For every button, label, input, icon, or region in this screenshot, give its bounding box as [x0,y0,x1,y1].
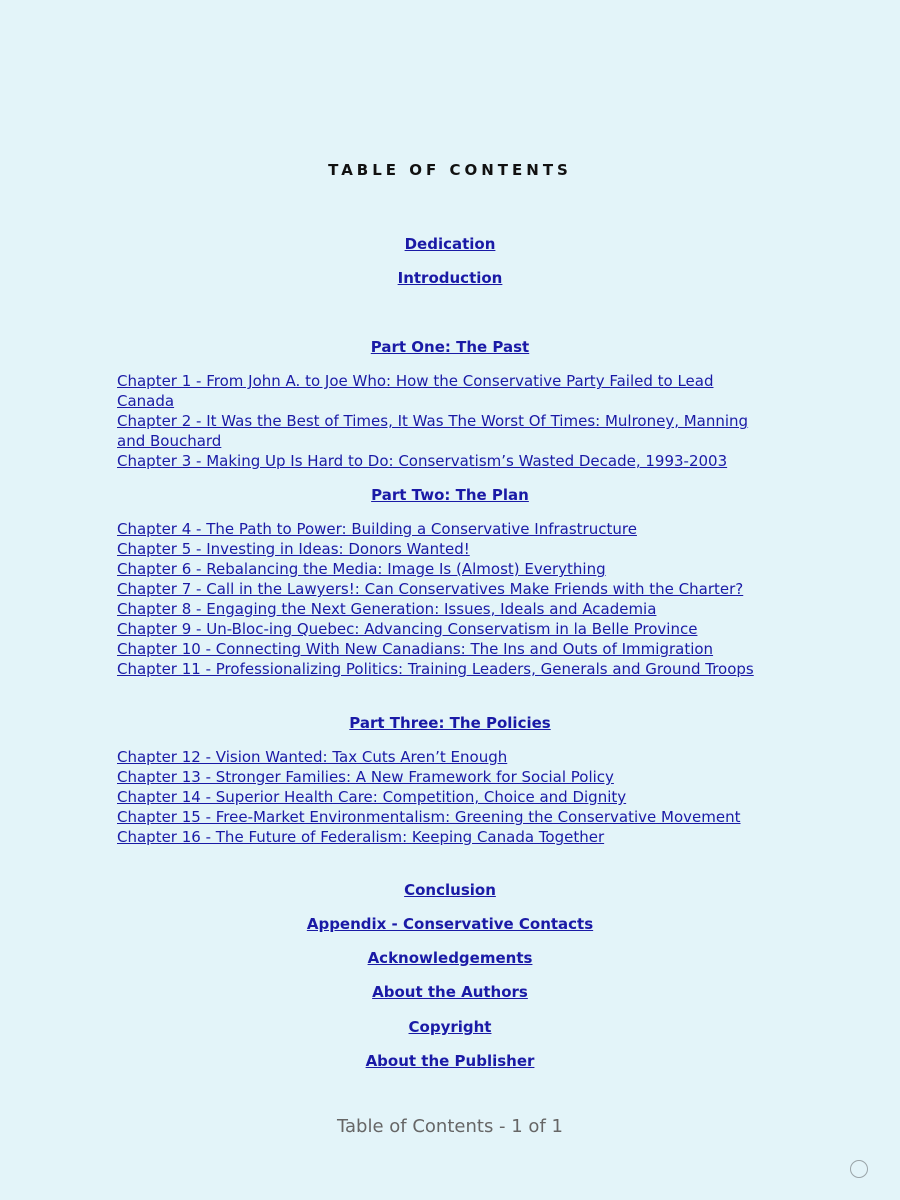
list-item [117,579,767,599]
about-publisher-row [0,1051,900,1071]
appendix-row [0,914,900,934]
about-authors-row [0,982,900,1002]
list-item [117,411,767,451]
chapter-7-link[interactable]: Chapter 7 - Call in the Lawyers!: Can Conservatives Make Friends with the Charter? [117,580,744,598]
chapter-6-link[interactable]: Chapter 6 - Rebalancing the Media: Image Is (Almost) Everything [117,560,606,578]
part-one-heading [0,337,900,357]
introduction-link[interactable]: Introduction [397,269,503,287]
appendix-link[interactable]: Appendix - Conservative Contacts [306,915,594,933]
chapter-3-link[interactable]: Chapter 3 - Making Up Is Hard to Do: Conservatism’s Wasted Decade, 1993-2003 [117,452,728,470]
list-item [117,599,767,619]
part-one-chapter-list [117,371,767,471]
chapter-4-link[interactable]: Chapter 4 - The Path to Power: Building a Conservative Infrastructure [117,520,637,538]
list-item [117,539,767,559]
dedication-row [0,234,900,254]
chapter-10-link[interactable]: Chapter 10 - Connecting With New Canadians: The Ins and Outs of Immigration [117,640,714,658]
acknowledgements-row [0,948,900,968]
list-item [117,659,767,679]
chapter-9-link[interactable]: Chapter 9 - Un-Bloc-ing Quebec: Advancing Conservatism in la Belle Province [117,620,698,638]
chapter-15-link[interactable]: Chapter 15 - Free-Market Environmentalism: Greening the Conservative Movement [117,808,741,826]
chapter-13-link[interactable]: Chapter 13 - Stronger Families: A New Framework for Social Policy [117,768,614,786]
list-item [117,639,767,659]
chapter-11-link[interactable]: Chapter 11 - Professionalizing Politics: Training Leaders, Generals and Ground Troops [117,660,754,678]
list-item [117,519,767,539]
chapter-5-link[interactable]: Chapter 5 - Investing in Ideas: Donors Wanted! [117,540,470,558]
part-two-heading [0,485,900,505]
conclusion-link[interactable]: Conclusion [404,881,496,899]
list-item [117,827,767,847]
list-item [117,807,767,827]
part-one-link[interactable]: Part One: The Past [370,338,530,356]
chapter-1-link[interactable]: Chapter 1 - From John A. to Joe Who: How the Conservative Party Failed to Lead Canada [117,372,714,410]
chapter-12-link[interactable]: Chapter 12 - Vision Wanted: Tax Cuts Aren’t Enough [117,748,508,766]
introduction-row [0,268,900,288]
page-indicator: Table of Contents - 1 of 1 [337,1116,563,1137]
conclusion-row [0,880,900,900]
about-authors-link[interactable]: About the Authors [372,983,528,1001]
list-item [117,451,767,471]
page-title: TABLE OF CONTENTS [328,161,572,179]
part-three-chapter-list [117,747,767,847]
acknowledgements-link[interactable]: Acknowledgements [367,949,533,967]
chapter-2-link[interactable]: Chapter 2 - It Was the Best of Times, It Was The Worst Of Times: Mulroney, Manning and Bouchard [117,412,749,450]
dedication-link[interactable]: Dedication [404,235,496,253]
circle-icon[interactable] [850,1160,868,1178]
list-item [117,787,767,807]
copyright-row [0,1017,900,1037]
list-item [117,371,767,411]
list-item [117,619,767,639]
part-two-link[interactable]: Part Two: The Plan [371,486,529,504]
part-two-chapter-list [117,519,767,679]
part-three-link[interactable]: Part Three: The Policies [349,714,551,732]
list-item [117,559,767,579]
chapter-8-link[interactable]: Chapter 8 - Engaging the Next Generation: Issues, Ideals and Academia [117,600,657,618]
copyright-link[interactable]: Copyright [408,1018,492,1036]
list-item [117,767,767,787]
part-three-heading [0,713,900,733]
about-publisher-link[interactable]: About the Publisher [365,1052,535,1070]
chapter-16-link[interactable]: Chapter 16 - The Future of Federalism: Keeping Canada Together [117,828,605,846]
list-item [117,747,767,767]
chapter-14-link[interactable]: Chapter 14 - Superior Health Care: Competition, Choice and Dignity [117,788,627,806]
